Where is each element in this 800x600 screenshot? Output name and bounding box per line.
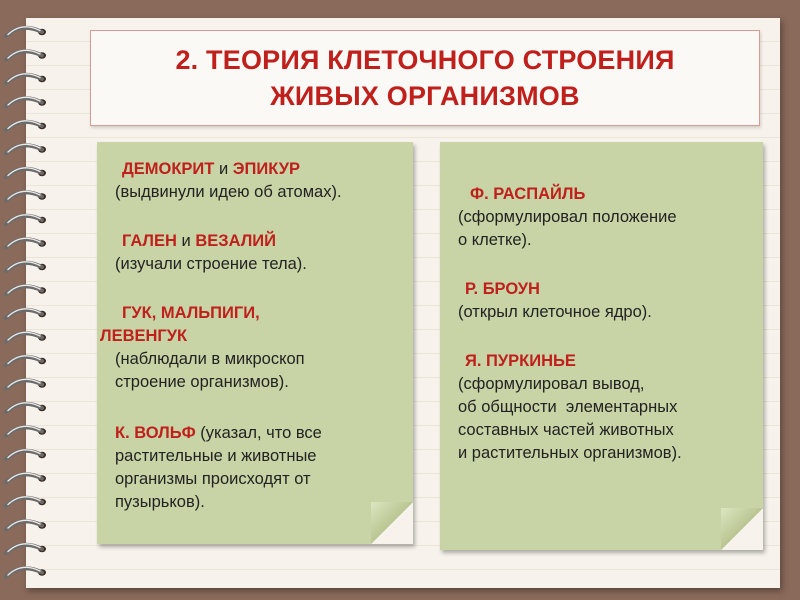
title-line-2: ЖИВЫХ ОРГАНИЗМОВ <box>270 81 580 111</box>
binding-ring <box>6 74 46 83</box>
brown-desc: (открыл клеточное ядро). <box>458 303 652 321</box>
left-card <box>97 142 413 544</box>
title-box <box>90 30 760 126</box>
binding-ring <box>6 27 46 36</box>
binding-ring <box>6 567 46 576</box>
binding-ring <box>6 121 46 130</box>
purkinje-heading: Я. ПУРКИНЬЕ <box>465 352 576 370</box>
binding-ring <box>6 450 46 459</box>
raspail-heading: Ф. РАСПАЙЛЬ <box>470 185 586 203</box>
binding-ring <box>6 97 46 106</box>
spiral-binding <box>0 18 60 588</box>
democritus-epicurus-heading <box>122 158 300 181</box>
hooke-desc-line-1: (наблюдали в микроскоп <box>115 350 305 368</box>
binding-ring <box>6 309 46 318</box>
binding-ring <box>6 215 46 224</box>
wolff-desc-line-1: (указал, что все <box>195 424 322 442</box>
hooke-desc-line-2: строение организмов). <box>115 373 289 391</box>
wolff-desc-line-3: организмы происходят от <box>115 470 311 488</box>
binding-ring <box>6 544 46 553</box>
binding-ring <box>6 332 46 341</box>
purkinje-desc-line-2: об общности элементарных <box>458 398 678 416</box>
name-epicurus: ЭПИКУР <box>232 160 300 178</box>
purkinje-desc-line-3: составных частей животных <box>458 421 674 439</box>
brown-heading: Р. БРОУН <box>465 280 540 298</box>
democritus-epicurus-desc: (выдвинули идею об атомах). <box>115 183 342 201</box>
wolff-heading <box>115 422 322 445</box>
leeuwenhoek-heading: ЛЕВЕНГУК <box>100 327 188 345</box>
binding-ring <box>6 50 46 59</box>
binding-ring <box>6 520 46 529</box>
binding-ring <box>6 285 46 294</box>
conjunction-and: и <box>214 160 233 178</box>
binding-ring <box>6 379 46 388</box>
wolff-desc-line-4: пузырьков). <box>115 493 205 511</box>
binding-ring <box>6 426 46 435</box>
name-galen: ГАЛЕН <box>122 232 177 250</box>
galen-vesalius-desc: (изучали строение тела). <box>115 255 307 273</box>
purkinje-desc-line-1: (сформулировал вывод, <box>458 375 645 393</box>
raspail-desc-line-2: о клетке). <box>458 231 532 249</box>
binding-ring <box>6 262 46 271</box>
title-line-1: 2. ТЕОРИЯ КЛЕТОЧНОГО СТРОЕНИЯ <box>175 45 675 75</box>
hooke-malpighi-heading: ГУК, МАЛЬПИГИ, <box>122 304 260 322</box>
binding-ring <box>6 238 46 247</box>
conjunction-and: и <box>176 232 196 250</box>
purkinje-desc-line-4: и растительных организмов). <box>458 444 682 462</box>
name-democritus: ДЕМОКРИТ <box>122 160 215 178</box>
binding-ring <box>6 191 46 200</box>
wolff-desc-line-2: растительные и животные <box>115 447 317 465</box>
binding-ring <box>6 403 46 412</box>
binding-ring <box>6 168 46 177</box>
name-wolff: К. ВОЛЬФ <box>115 424 196 442</box>
raspail-desc-line-1: (сформулировал положение <box>458 208 677 226</box>
binding-ring <box>6 144 46 153</box>
name-vesalius: ВЕЗАЛИЙ <box>195 232 276 250</box>
binding-ring <box>6 473 46 482</box>
binding-ring <box>6 497 46 506</box>
right-card <box>440 142 763 550</box>
binding-ring <box>6 356 46 365</box>
galen-vesalius-heading <box>122 230 276 253</box>
